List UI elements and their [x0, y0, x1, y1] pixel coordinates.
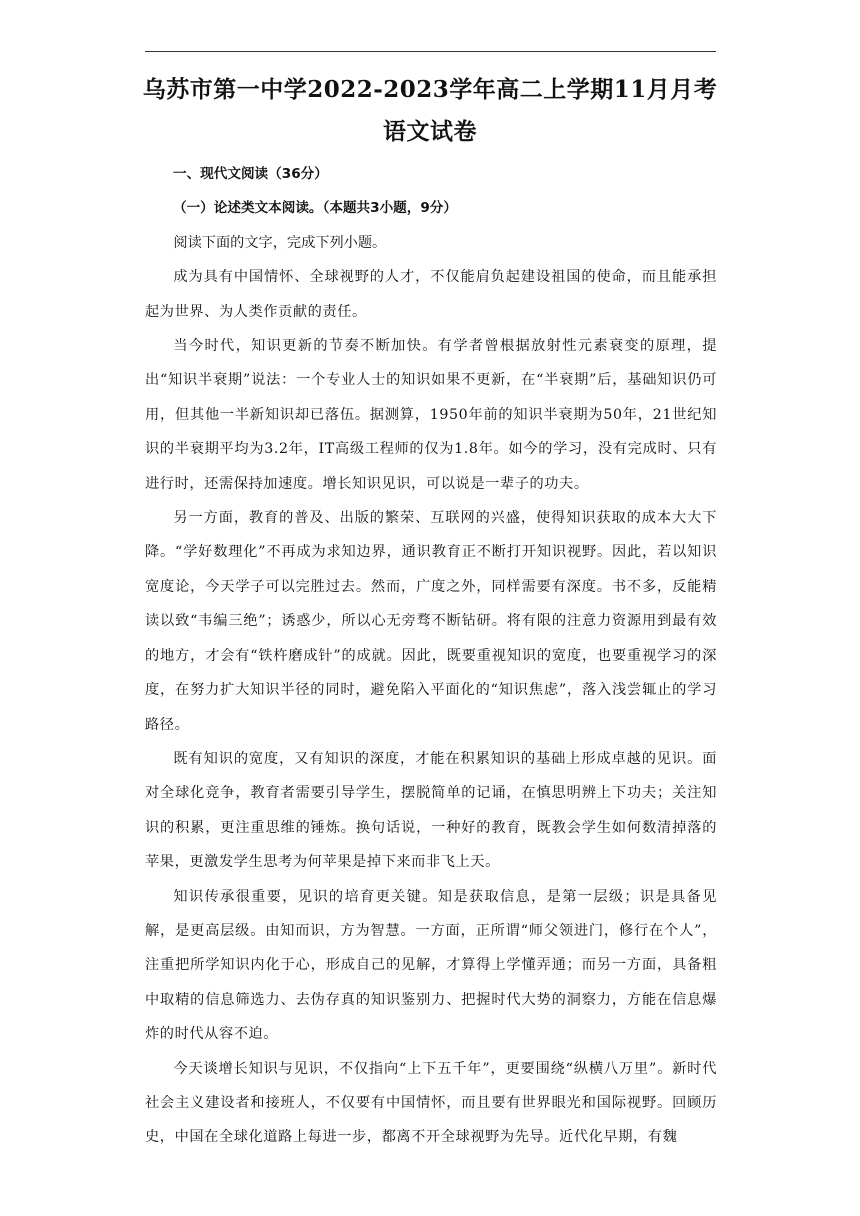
passage-paragraph-2: 当今时代，知识更新的节奏不断加快。有学者曾根据放射性元素衰变的原理，提出“知识半衰期”说法：一个专业人士的知识如果不更新，在“半衰期”后，基础知识仍可用，但其他一半新知识却已落伍。据测算，1950年前的知识半衰期为50年，21世纪知识的半衰期平均为3.2年，IT高级工程师的仅为1.8年。如今的学习，没有完成时、只有进行时，还需保持加速度。增长知识见识，可以说是一辈子的功夫。: [145, 338, 717, 492]
passage-paragraph-1: 成为具有中国情怀、全球视野的人才，不仅能肩负起建设祖国的使命，而且能承担起为世界、为人类作贡献的责任。: [145, 269, 717, 320]
passage-paragraph-3: 另一方面，教育的普及、出版的繁荣、互联网的兴盛，使得知识获取的成本大大下降。“学好数理化”不再成为求知边界，通识教育正不断打开知识视野。因此，若以知识宽度论，今天学子可以完胜过去。然而，广度之外，同样需要有深度。书不多，反能精读以致“韦编三绝”；诱惑少，所以心无旁骛不断钻研。将有限的注意力资源用到最有效的地方，才会有“铁杵磨成针”的成就。因此，既要重视知识的宽度，也要重视学习的深度，在努力扩大知识半径的同时，避免陷入平面化的“知识焦虑”，落入浅尝辄止的学习路径。: [145, 510, 717, 733]
passage-paragraph-6: 今天谈增长知识与见识，不仅指向“上下五千年”，更要围绕“纵横八万里”。新时代社会主义建设者和接班人，不仅要有中国情怀，而且要有世界眼光和国际视野。回顾历史，中国在全球化道路上每进一步，都离不开全球视野为先导。近代化早期，有魏: [145, 1060, 717, 1146]
passage-paragraph-5: 知识传承很重要，见识的培育更关键。知是获取信息，是第一层级；识是具备见解，是更高层级。由知而识，方为智慧。一方面，正所谓“师父领进门，修行在个人”，注重把所学知识内化于心，形成自己的见解，才算得上学懂弄通；而另一方面，具备粗中取精的信息筛选力、去伪存真的知识鉴别力、把握时代大势的洞察力，方能在信息爆炸的时代从容不迫。: [145, 888, 717, 1043]
exam-body: [145, 157, 717, 1155]
exam-subject-title: 语文试卷: [383, 118, 477, 145]
subsection-heading: （一）论述类文本阅读。（本题共3小题，9分）: [173, 200, 457, 217]
reading-instruction: 阅读下面的文字，完成下列小题。: [173, 234, 387, 251]
exam-title: 乌苏市第一中学2022-2023学年高二上学期11月月考: [142, 76, 718, 103]
header-rule: [145, 51, 716, 52]
passage-paragraph-4: 既有知识的宽度，又有知识的深度，才能在积累知识的基础上形成卓越的见识。面对全球化竞争，教育者需要引导学生，摆脱简单的记诵，在慎思明辨上下功夫；关注知识的积累，更注重思维的锤炼。换句话说，一种好的教育，既教会学生如何数清掉落的苹果，更激发学生思考为何苹果是掉下来而非飞上天。: [145, 750, 717, 871]
section-heading: 一、现代文阅读（36分）: [173, 166, 328, 182]
